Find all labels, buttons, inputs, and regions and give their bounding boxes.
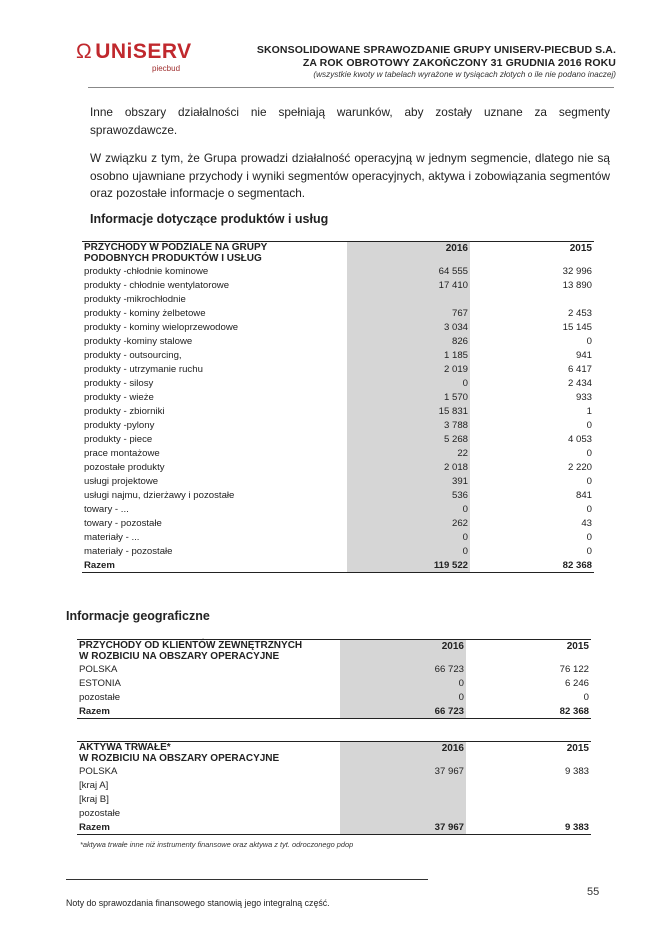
value-2015: 933 bbox=[575, 391, 592, 403]
table-row bbox=[77, 778, 591, 792]
value-2016: 0 bbox=[347, 502, 470, 516]
table-row bbox=[82, 348, 594, 362]
value-2016 bbox=[347, 292, 470, 306]
table-row bbox=[82, 488, 594, 502]
value-2016: 3 788 bbox=[347, 418, 470, 432]
value-2016: 0 bbox=[340, 690, 466, 704]
value-2015: 32 996 bbox=[562, 265, 592, 277]
row-label: produkty - kominy wieloprzewodowe bbox=[84, 321, 239, 333]
value-2016: 0 bbox=[347, 544, 470, 558]
value-2016: 66 723 bbox=[340, 662, 466, 676]
value-2015 bbox=[466, 792, 591, 806]
value-2015: 0 bbox=[586, 503, 592, 515]
row-label: POLSKA bbox=[79, 765, 118, 777]
total-row bbox=[77, 704, 591, 719]
row-label: usługi projektowe bbox=[84, 475, 159, 487]
row-label: towary - ... bbox=[84, 503, 129, 515]
paragraph-segments: Inne obszary działalności nie spełniają warunków, aby zostały uznane za segmenty sprawozdawcze. bbox=[90, 105, 610, 137]
table-header-row bbox=[77, 742, 591, 765]
row-label: produkty - piece bbox=[84, 433, 153, 445]
geographic-revenue-table bbox=[77, 639, 591, 719]
value-2016: 0 bbox=[347, 376, 470, 390]
row-label: produkty - zbiorniki bbox=[84, 405, 165, 417]
value-2016 bbox=[340, 792, 466, 806]
value-2015 bbox=[470, 292, 594, 306]
value-2015: 0 bbox=[586, 335, 592, 347]
value-2015 bbox=[466, 806, 591, 820]
header-title-line2: ZA ROK OBROTOWY ZAKOŃCZONY 31 GRUDNIA 2016 ROKU bbox=[302, 56, 616, 69]
value-2016: 3 034 bbox=[347, 320, 470, 334]
row-label: usługi najmu, dzierżawy i pozostałe bbox=[84, 489, 235, 501]
page-number: 55 bbox=[587, 886, 600, 898]
total-2016: 119 522 bbox=[347, 558, 470, 573]
table-row bbox=[77, 764, 591, 778]
column-header-2015: 2015 bbox=[470, 242, 594, 265]
table-row bbox=[77, 662, 591, 676]
logo-brand-text: UNiSERV bbox=[95, 40, 192, 63]
table-header-label: PRZYCHODY W PODZIALE NA GRUPY PODOBNYCH PRODUKTÓW I USŁUG bbox=[82, 242, 347, 265]
footer-text: Noty do sprawozdania finansowego stanowią jego integralną część. bbox=[66, 898, 330, 908]
table-row bbox=[82, 432, 594, 446]
value-2016: 262 bbox=[347, 516, 470, 530]
table-row bbox=[77, 792, 591, 806]
table-row bbox=[82, 320, 594, 334]
row-label: produkty - wieże bbox=[84, 391, 154, 403]
row-label: produkty - outsourcing, bbox=[84, 349, 182, 361]
value-2016: 2 019 bbox=[347, 362, 470, 376]
value-2015: 0 bbox=[586, 419, 592, 431]
row-label: produkty -pylony bbox=[84, 419, 155, 431]
paragraph-single-segment: W związku z tym, że Grupa prowadzi działalność operacyjną w jednym segmencie, dlatego nie są osobno ujawniane przychody i wyniki segmentów operacyjnych, aktywa i zobowiązania segmentów oraz pozostałe informacje o segmentach. bbox=[90, 151, 610, 200]
row-label: produkty -mikrochłodnie bbox=[84, 293, 186, 305]
value-2016: 5 268 bbox=[347, 432, 470, 446]
table-row bbox=[82, 292, 594, 306]
value-2016: 1 570 bbox=[347, 390, 470, 404]
row-label: ESTONIA bbox=[79, 677, 121, 689]
value-2015: 1 bbox=[586, 405, 592, 417]
value-2016: 15 831 bbox=[347, 404, 470, 418]
table-header-label: PRZYCHODY OD KLIENTÓW ZEWNĘTRZNYCH W ROZBICIU NA OBSZARY OPERACYJNE bbox=[77, 640, 340, 663]
row-label: materiały - ... bbox=[84, 531, 140, 543]
table-row bbox=[82, 404, 594, 418]
value-2015: 2 220 bbox=[567, 461, 592, 473]
value-2015: 76 122 bbox=[559, 663, 589, 675]
table-row bbox=[82, 278, 594, 292]
header-divider bbox=[88, 87, 614, 88]
row-label: pozostałe bbox=[79, 691, 121, 703]
row-label: prace montażowe bbox=[84, 447, 160, 459]
column-header-2015: 2015 bbox=[466, 742, 591, 765]
total-row bbox=[82, 558, 594, 573]
row-label: pozostałe bbox=[79, 807, 121, 819]
value-2016: 767 bbox=[347, 306, 470, 320]
value-2015: 2 453 bbox=[567, 307, 592, 319]
total-2015: 82 368 bbox=[466, 704, 591, 719]
column-header-2016: 2016 bbox=[340, 640, 466, 663]
table-row bbox=[82, 502, 594, 516]
value-2015: 0 bbox=[583, 691, 589, 703]
footer-divider bbox=[66, 879, 428, 880]
table-header-row bbox=[82, 242, 594, 265]
table-row bbox=[77, 690, 591, 704]
total-2015: 82 368 bbox=[470, 558, 594, 573]
fixed-assets-table bbox=[77, 741, 591, 835]
row-label: produkty - silosy bbox=[84, 377, 154, 389]
column-header-2016: 2016 bbox=[340, 742, 466, 765]
header-note: (wszystkie kwoty w tabelach wyrażone w tysiącach złotych o ile nie podano inaczej) bbox=[313, 70, 616, 79]
table-row bbox=[82, 264, 594, 278]
value-2016: 17 410 bbox=[347, 278, 470, 292]
total-2016: 37 967 bbox=[340, 820, 466, 835]
value-2015: 15 145 bbox=[562, 321, 592, 333]
table-row bbox=[82, 460, 594, 474]
document-header bbox=[257, 44, 616, 82]
value-2016: 37 967 bbox=[340, 764, 466, 778]
total-row bbox=[77, 820, 591, 835]
value-2015 bbox=[466, 778, 591, 792]
value-2015: 6 246 bbox=[564, 677, 589, 689]
total-label: Razem bbox=[77, 704, 340, 719]
value-2015: 941 bbox=[575, 349, 592, 361]
row-label: produkty -chłodnie kominowe bbox=[84, 265, 209, 277]
table-row bbox=[82, 544, 594, 558]
value-2015: 43 bbox=[581, 517, 592, 529]
table-row bbox=[82, 362, 594, 376]
value-2015: 0 bbox=[586, 545, 592, 557]
row-label: [kraj A] bbox=[79, 779, 109, 791]
table-row bbox=[82, 530, 594, 544]
value-2016: 0 bbox=[340, 676, 466, 690]
row-label: materiały - pozostałe bbox=[84, 545, 173, 557]
column-header-2016: 2016 bbox=[347, 242, 470, 265]
column-header-2015: 2015 bbox=[466, 640, 591, 663]
products-revenue-table bbox=[82, 241, 594, 573]
logo-wordmark bbox=[76, 40, 192, 64]
section-title-geographic: Informacje geograficzne bbox=[66, 609, 210, 623]
table-row bbox=[82, 334, 594, 348]
row-label: produkty - chłodnie wentylatorowe bbox=[84, 279, 230, 291]
row-label: produkty -kominy stalowe bbox=[84, 335, 193, 347]
table-row bbox=[82, 390, 594, 404]
table-row bbox=[82, 516, 594, 530]
table-row bbox=[77, 676, 591, 690]
value-2015: 841 bbox=[575, 489, 592, 501]
table-footnote: *aktywa trwałe inne niż instrumenty finansowe oraz aktywa z tyt. odroczonego pdop bbox=[80, 840, 354, 849]
table-row bbox=[82, 446, 594, 460]
company-logo bbox=[76, 40, 216, 80]
value-2016: 22 bbox=[347, 446, 470, 460]
value-2015: 4 053 bbox=[567, 433, 592, 445]
logo-mark-icon: Ω bbox=[76, 40, 93, 63]
value-2016: 2 018 bbox=[347, 460, 470, 474]
total-label: Razem bbox=[77, 820, 340, 835]
table-header-label: AKTYWA TRWAŁE* W ROZBICIU NA OBSZARY OPERACYJNE bbox=[77, 742, 340, 765]
value-2015: 9 383 bbox=[564, 765, 589, 777]
value-2016 bbox=[340, 778, 466, 792]
row-label: towary - pozostałe bbox=[84, 517, 162, 529]
value-2015: 0 bbox=[586, 475, 592, 487]
row-label: pozostałe produkty bbox=[84, 461, 165, 473]
total-2015: 9 383 bbox=[466, 820, 591, 835]
row-label: [kraj B] bbox=[79, 793, 109, 805]
value-2016: 536 bbox=[347, 488, 470, 502]
row-label: produkty - kominy żelbetowe bbox=[84, 307, 206, 319]
value-2016: 826 bbox=[347, 334, 470, 348]
table-header-row bbox=[77, 640, 591, 663]
value-2016 bbox=[340, 806, 466, 820]
section-title-products: Informacje dotyczące produktów i usług bbox=[90, 212, 329, 226]
table-row bbox=[77, 806, 591, 820]
value-2016: 0 bbox=[347, 530, 470, 544]
table-row bbox=[82, 376, 594, 390]
row-label: produkty - utrzymanie ruchu bbox=[84, 363, 203, 375]
value-2016: 391 bbox=[347, 474, 470, 488]
header-title-line1: SKONSOLIDOWANE SPRAWOZDANIE GRUPY UNISERV-PIECBUD S.A. bbox=[256, 44, 616, 56]
table-row bbox=[82, 474, 594, 488]
table-row bbox=[82, 306, 594, 320]
logo-subtitle: piecbud bbox=[152, 64, 181, 73]
value-2015: 0 bbox=[586, 531, 592, 543]
table-row bbox=[82, 418, 594, 432]
value-2015: 13 890 bbox=[562, 279, 592, 291]
value-2015: 0 bbox=[586, 447, 592, 459]
value-2015: 2 434 bbox=[567, 377, 592, 389]
total-2016: 66 723 bbox=[340, 704, 466, 719]
value-2016: 64 555 bbox=[347, 264, 470, 278]
total-label: Razem bbox=[82, 558, 347, 573]
value-2016: 1 185 bbox=[347, 348, 470, 362]
row-label: POLSKA bbox=[79, 663, 118, 675]
value-2015: 6 417 bbox=[567, 363, 592, 375]
